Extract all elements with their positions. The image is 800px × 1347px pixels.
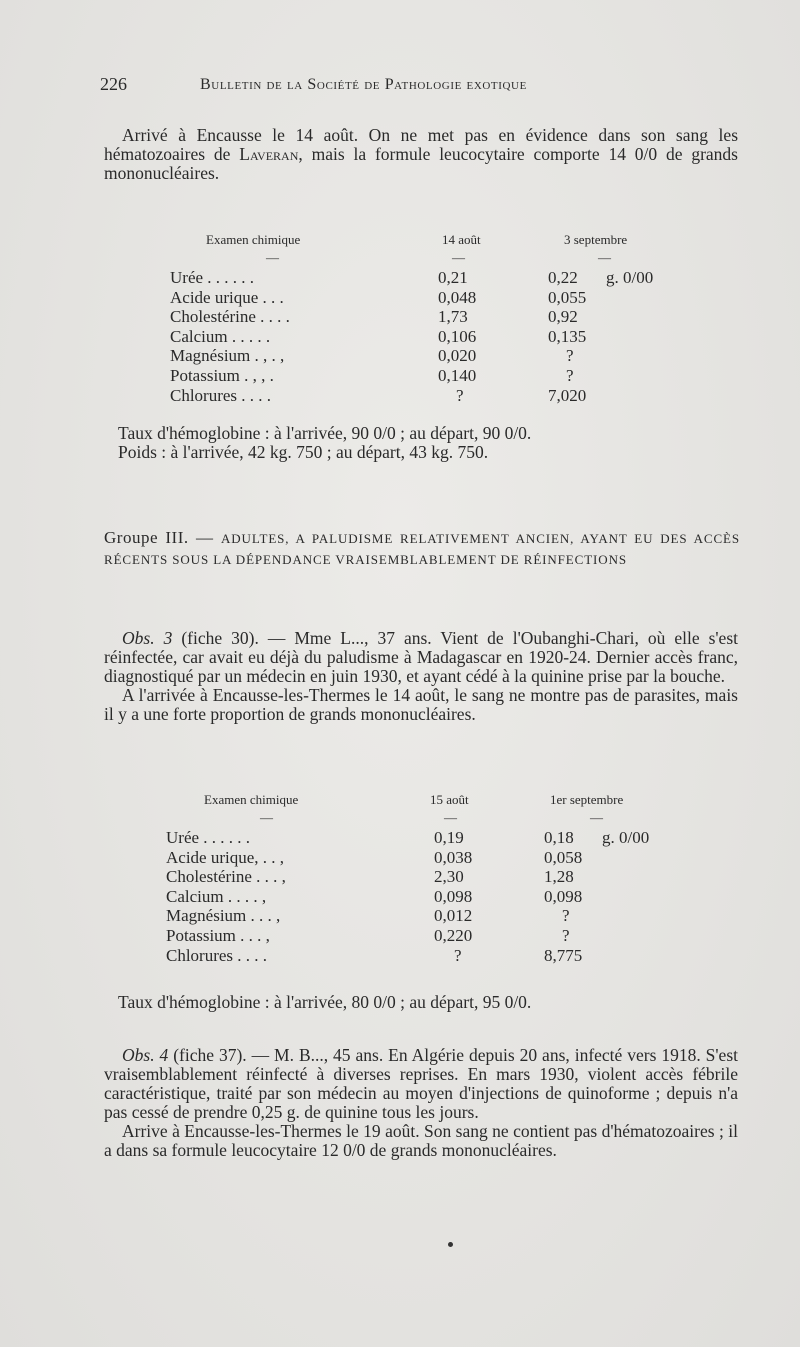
table-1-header: [170, 232, 690, 252]
row-value-1: 0,038: [434, 847, 473, 867]
row-label: Urée . . . . . .: [170, 268, 255, 287]
row-label: Acide urique, . . ,: [166, 847, 285, 867]
row-value-1: 0,048: [438, 287, 477, 307]
row-value-1: 0,098: [434, 886, 473, 906]
row-value-1: 0,012: [434, 906, 473, 926]
table-2-dash-1: —: [260, 810, 273, 825]
group-3-title: ADULTES, A PALUDISME RELATIVEMENT ANCIEN, AYANT EU DES ACCÈS RÉCENTS SOUS LA DÉPENDANCE VRAISEMBLABLEMENT DE RÉINFECTIONS: [104, 531, 741, 567]
row-value-1: 2,30: [434, 867, 464, 887]
group-3-dash: —: [188, 528, 221, 547]
row-value-2: 8,775: [544, 945, 583, 965]
row-label: Cholestérine . . . .: [170, 307, 290, 327]
table-row: [170, 366, 690, 386]
row-value-1: 0,140: [438, 365, 477, 385]
row-label: Calcium . . . . ,: [166, 886, 267, 906]
table-row: [170, 288, 690, 308]
table-row: [166, 926, 686, 946]
print-speck: [448, 1242, 453, 1247]
table-row: [166, 906, 686, 926]
running-title: Bulletin de la Société de Pathologie exotique: [200, 76, 527, 93]
row-value-2: 1,28: [544, 867, 574, 887]
row-label: Calcium . . . . .: [170, 326, 271, 346]
hemoglobin-line-2: Taux d'hémoglobine : à l'arrivée, 80 0/0 ; au départ, 95 0/0.: [118, 992, 532, 1012]
table-row: [166, 867, 686, 887]
row-label: Chlorures . . . .: [170, 385, 272, 405]
table-1-dashes: [170, 252, 690, 268]
row-label: Potassium . . . ,: [166, 925, 270, 945]
table-2-dash-2: —: [444, 810, 457, 825]
table-1-dash-3: —: [598, 250, 611, 265]
row-label: Magnésium . . . ,: [166, 906, 281, 926]
row-label: Magnésium . , . ,: [170, 346, 285, 366]
row-label: Urée . . . . . .: [166, 828, 251, 847]
row-value-1: 0,21: [438, 268, 468, 287]
row-value-2: 0,22: [548, 268, 578, 287]
row-value-2: 0,92: [548, 307, 578, 327]
row-value-2: 0,055: [548, 287, 587, 307]
row-value-1: 0,020: [438, 346, 477, 366]
intro-text-before: Arrivé à Encausse le 14 août. On ne met pas en évidence dans son sang les hématozoaires de: [104, 125, 738, 164]
table-2-col-date2: 1er septembre: [550, 792, 624, 807]
row-value-2: ?: [566, 365, 574, 385]
obs-3-label: Obs. 3: [122, 628, 173, 648]
row-value-2: ?: [562, 906, 570, 926]
obs-4-label: Obs. 4: [122, 1045, 169, 1065]
row-label: Cholestérine . . . ,: [166, 867, 286, 887]
row-value-1: ?: [454, 945, 462, 965]
table-row: [170, 307, 690, 327]
intro-name: Laveran: [239, 144, 299, 164]
chemistry-table-1: [170, 232, 690, 405]
table-1-dash-1: —: [266, 250, 279, 265]
row-value-2: 7,020: [548, 385, 587, 405]
page-header: [100, 74, 740, 98]
hemoglobin-weight-lines: [118, 424, 738, 462]
weight-line: Poids : à l'arrivée, 42 kg. 750 ; au départ, 43 kg. 750.: [118, 442, 489, 462]
row-value-2: 0,058: [544, 847, 583, 867]
table-1-col-date2: 3 septembre: [564, 232, 628, 247]
row-value-1: ?: [456, 385, 464, 405]
table-row: [166, 887, 686, 907]
observation-3: [104, 629, 738, 724]
row-value-1: 0,220: [434, 925, 473, 945]
observation-4: [104, 1046, 738, 1160]
unit-label: g. 0/00: [606, 268, 654, 287]
table-row: [170, 268, 690, 288]
row-value-1: 0,19: [434, 828, 464, 847]
row-value-2: ?: [562, 925, 570, 945]
row-value-2: ?: [566, 346, 574, 366]
row-value-1: 1,73: [438, 307, 468, 327]
table-1-col-date1: 14 août: [442, 232, 481, 247]
obs-4-text-2: Arrive à Encausse-les-Thermes le 19 août. Son sang ne contient pas d'hématozoaires ; il a dans sa formule leucocytaire 12 0/0 de grands mononucléaires.: [104, 1121, 738, 1160]
row-value-2: 0,098: [544, 886, 583, 906]
row-value-1: 0,106: [438, 326, 477, 346]
unit-label: g. 0/00: [602, 828, 650, 847]
group-3-heading: [104, 527, 740, 570]
table-row: [170, 346, 690, 366]
table-2-col-date1: 15 août: [430, 792, 469, 807]
obs-3-text-2: A l'arrivée à Encausse-les-Thermes le 14 août, le sang ne montre pas de parasites, mais il y a une forte proportion de grands mononucléaires.: [104, 685, 738, 724]
chemistry-table-2: [166, 792, 686, 965]
table-2-col-exam: Examen chimique: [204, 792, 299, 807]
hemoglobin-line-1: Taux d'hémoglobine : à l'arrivée, 90 0/0 ; au départ, 90 0/0.: [118, 423, 532, 443]
table-row: [166, 828, 686, 848]
intro-paragraph: [104, 126, 738, 183]
row-label: Chlorures . . . .: [166, 945, 268, 965]
table-2-dashes: [166, 812, 686, 828]
row-value-2: 0,135: [548, 326, 587, 346]
table-2-dash-3: —: [590, 810, 603, 825]
table-row: [170, 386, 690, 406]
row-value-2: 0,18: [544, 828, 574, 847]
table-row: [166, 848, 686, 868]
table-1-col-exam: Examen chimique: [206, 232, 301, 247]
table-1-dash-2: —: [452, 250, 465, 265]
intro-text-after: , mais la formule leucocytaire comporte 14 0/0 de grands mononucléaires.: [104, 144, 738, 183]
table-row: [166, 946, 686, 966]
table-row: [170, 327, 690, 347]
page-number: 226: [100, 74, 127, 94]
row-label: Acide urique . . .: [170, 287, 284, 307]
obs-4-text: (fiche 37). — M. B..., 45 ans. En Algérie depuis 20 ans, infecté vers 1918. S'est vraisemblablement réinfecté à diverses reprises. En mars 1930, violent accès fébrile caractéristique, traité par son médecin au moyen d'injections de quinoforme ; depuis n'a pas cessé de prendre 0,25 g. de quinine tous les jours.: [104, 1045, 738, 1122]
obs-3-text: (fiche 30). — Mme L..., 37 ans. Vient de l'Oubanghi-Chari, où elle s'est réinfectée, car avait eu déjà du paludisme à Madagascar en 1920-24. Dernier accès franc, diagnostiqué par un médecin en juin 1930, et ayant cédé à la quinine prise par la bouche.: [104, 628, 738, 686]
table-2-header: [166, 792, 686, 812]
group-3-label: Groupe III.: [104, 528, 189, 547]
row-label: Potassium . , , .: [170, 365, 274, 385]
